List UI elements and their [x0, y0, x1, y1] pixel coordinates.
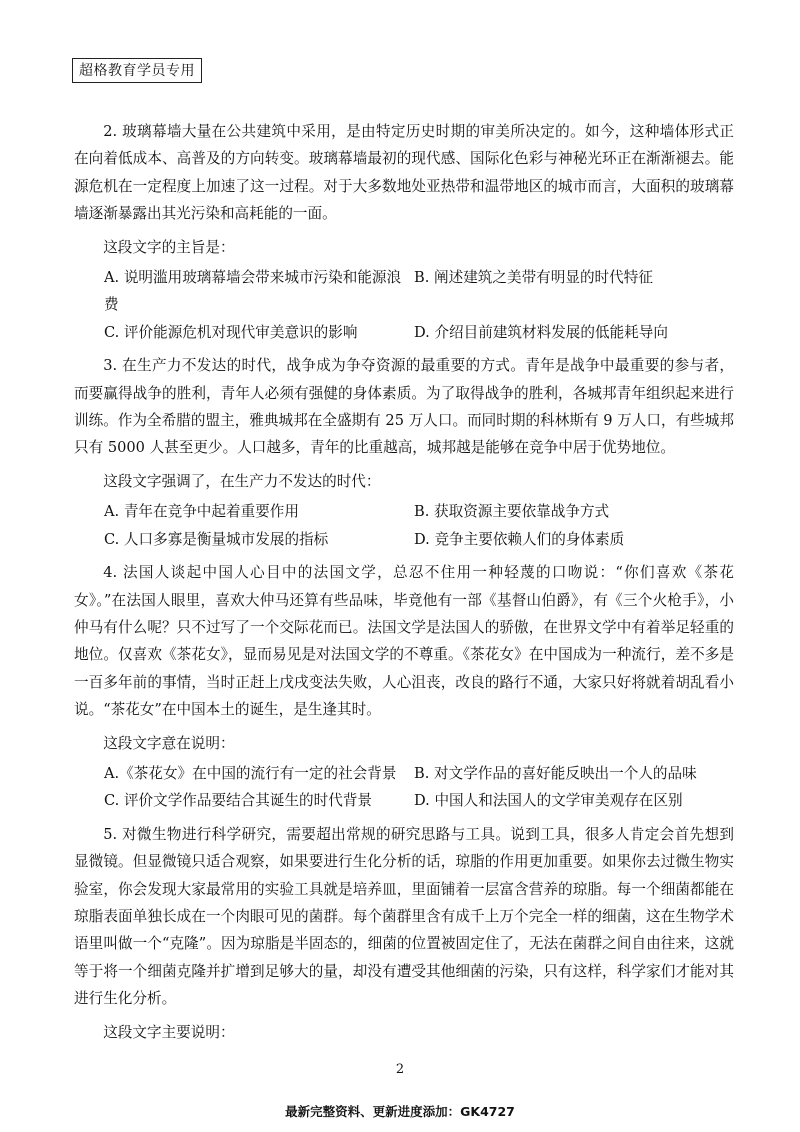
- option-a: A.《茶花女》在中国的流行有一定的社会背景: [104, 764, 397, 782]
- option-a: A. 青年在竞争中起着重要作用: [104, 503, 299, 521]
- passage: 2. 玻璃幕墙大量在公共建筑中采用，是由特定历史时期的审美所决定的。如今，这种墙体形式正在向着低成本、高普及的方向转变。玻璃幕墙最初的现代感、国际化色彩与神秘光环正在渐渐褪去。能源危机在一定程度上加速了这一过程。对于大多数地处亚热带和温带地区的城市而言，大面积的玻璃幕墙逐渐暴露出其光污染和高耗能的一面。: [74, 123, 734, 223]
- option-list: [104, 760, 734, 815]
- option-b: B. 对文学作品的喜好能反映出一个人的品味: [414, 764, 697, 782]
- question-4: [74, 559, 734, 815]
- question-prompt: 这段文字强调了，在生产力不发达的时代：: [103, 472, 381, 490]
- question-prompt: 这段文字意在说明：: [103, 734, 235, 752]
- option-d: D. 竞争主要依赖人们的身体素质: [414, 530, 625, 548]
- passage: 5. 对微生物进行科学研究，需要超出常规的研究思路与工具。说到工具，很多人肯定会首先想到显微镜。但显微镜只适合观察，如果要进行生化分析的话，琼脂的作用更加重要。如果你去过微生物实验室，你会发现大家最常用的实验工具就是培养皿，里面铺着一层富含营养的琼脂。每一个细菌都能在琼脂表面单独长成在一个肉眼可见的菌群。每个菌群里含有成千上万个完全一样的细菌，这在生物学术语里叫做一个“克隆”。因为琼脂是半固态的，细菌的位置被固定住了，无法在菌群之间自由往来，这就等于将一个细菌克隆并扩增到足够大的量，却没有遭受其他细菌的污染，只有这样，科学家们才能对其进行生化分析。: [74, 825, 734, 1008]
- question-prompt: 这段文字的主旨是：: [103, 238, 235, 256]
- option-d: D. 中国人和法国人的文学审美观存在区别: [414, 792, 683, 810]
- option-d: D. 介绍目前建筑材料发展的低能耗导向: [414, 323, 668, 341]
- option-a: A. 说明滥用玻璃幕墙会带来城市污染和能源浪费: [104, 269, 402, 314]
- question-5: [74, 821, 734, 1046]
- question-content: [74, 118, 734, 1052]
- question-prompt: 这段文字主要说明：: [103, 1023, 235, 1041]
- option-b: B. 获取资源主要依靠战争方式: [414, 503, 610, 521]
- passage: 4. 法国人谈起中国人心目中的法国文学，总忍不住用一种轻蔑的口吻说：“你们喜欢《茶花女》。”在法国人眼里，喜欢大仲马还算有些品味，毕竟他有一部《基督山伯爵》，有《三个火枪手》，小仲马有什么呢？只不过写了一个交际花而已。法国文学是法国人的骄傲，在世界文学中有着举足轻重的地位。仅喜欢《茶花女》，显而易见是对法国文学的不尊重。《茶花女》在中国成为一种流行，差不多是一百多年前的事情，当时正赶上戊戌变法失败，人心沮丧，改良的路行不通，大家只好将就着胡乱看小说。“茶花女”在中国本土的诞生，是生逢其时。: [74, 564, 734, 719]
- option-b: B. 阐述建筑之美带有明显的时代特征: [414, 269, 653, 287]
- header-stamp: 超格教育学员专用: [72, 58, 202, 83]
- option-c: C. 人口多寡是衡量城市发展的指标: [104, 530, 329, 548]
- footer-notice: 最新完整资料、更新进度添加：GK4727: [285, 1104, 515, 1119]
- passage: 3. 在生产力不发达的时代，战争成为争夺资源的最重要的方式。青年是战争中最重要的参与者，而要赢得战争的胜利，青年人必须有强健的身体素质。为了取得战争的胜利，各城邦青年组织起来进行训练。作为全希腊的盟主，雅典城邦在全盛期有 25 万人口。而同时期的科林斯有 9 万人口，有些城邦只有 5000 人甚至更少。人口越多，青年的比重越高，城邦越是能够在竞争中居于优势地位。: [74, 357, 734, 457]
- option-list: [104, 264, 734, 346]
- option-c: C. 评价文学作品要结合其诞生的时代背景: [104, 792, 373, 810]
- option-c: C. 评价能源危机对现代审美意识的影响: [104, 323, 358, 341]
- option-list: [104, 498, 734, 553]
- question-2: [74, 118, 734, 346]
- page-number: 2: [395, 1062, 405, 1077]
- question-3: [74, 352, 734, 553]
